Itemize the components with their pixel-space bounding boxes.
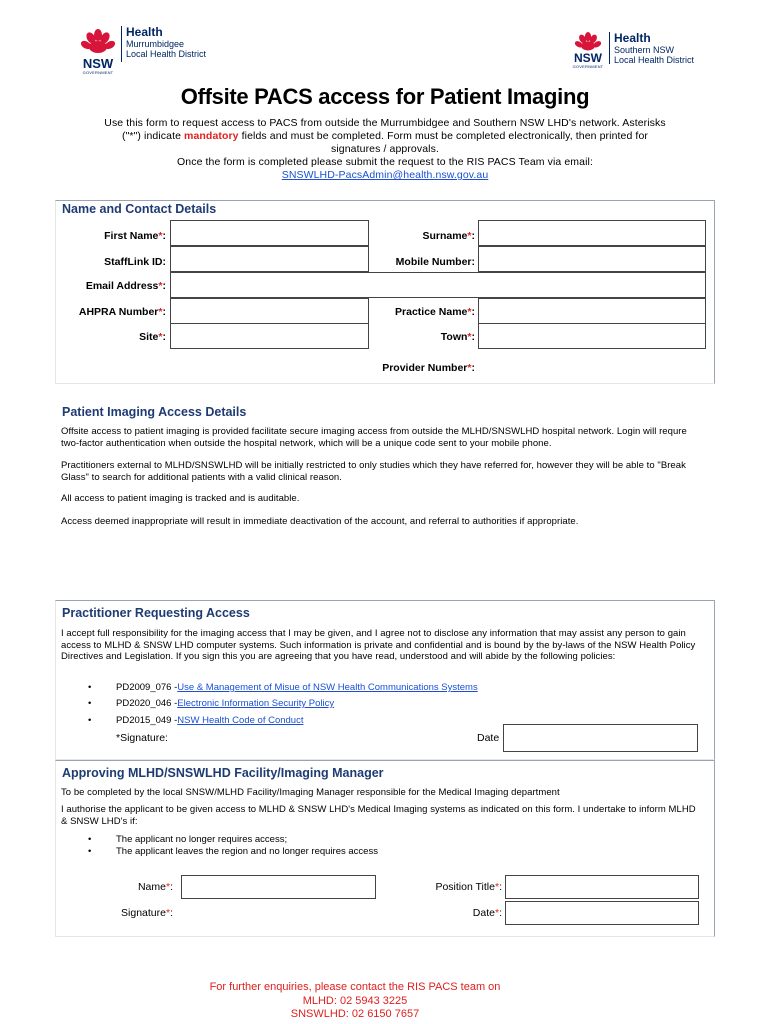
email-field[interactable] — [170, 272, 706, 298]
condition-text: The applicant leaves the region and no longer requires access — [116, 846, 378, 857]
label-text: First Name — [104, 230, 159, 242]
required-asterisk: * — [158, 280, 163, 292]
label-colon: : — [162, 280, 166, 292]
manager-date-label — [380, 907, 502, 919]
district-line-1: Murrumbidgee — [126, 39, 185, 49]
intro-text-part: ("*") indicate — [121, 130, 185, 142]
footer-mlhd-phone: MLHD: 02 5943 3225 — [302, 994, 408, 1007]
required-asterisk: * — [158, 331, 163, 343]
label-text: Town — [440, 331, 468, 343]
logo-divider — [121, 26, 122, 62]
intro-line-3: signatures / approvals. — [331, 143, 439, 155]
label-text: Practice Name — [395, 306, 468, 318]
mobile-field[interactable] — [478, 246, 706, 272]
manager-name-field[interactable] — [181, 875, 376, 899]
position-title-label — [380, 881, 502, 893]
practitioner-date-label: Date — [477, 732, 500, 744]
footer — [0, 981, 710, 1022]
waratah-icon — [572, 32, 604, 52]
required-asterisk: * — [467, 362, 472, 374]
intro-text — [40, 117, 730, 182]
government-wordmark: GOVERNMENT — [572, 64, 604, 69]
health-wordmark: Health — [126, 25, 163, 39]
required-asterisk: * — [158, 306, 163, 318]
district-line-2: Local Health District — [614, 55, 695, 65]
condition-item — [88, 834, 287, 845]
surname-field[interactable] — [478, 220, 706, 246]
access-paragraph-1: Offsite access to patient imaging is provided facilitate secure imaging access from outside the MLHD/SNSWLHD hospital network. Login will requre two-factor authentication when outside the hospital network, which will be a unique code sent to your mobile phone. — [61, 426, 687, 449]
manager-paragraph-1: To be completed by the local SNSW/MLHD Facility/Imaging Manager responsible for the Medical Imaging department — [61, 787, 560, 798]
access-paragraph-4: Access deemed inappropriate will result in immediate deactivation of the account, and referral to authorities if appropriate. — [61, 516, 579, 527]
label-colon: : — [471, 306, 475, 318]
manager-signature-label — [60, 907, 173, 919]
first-name-field[interactable] — [170, 220, 369, 246]
manager-date-field[interactable] — [505, 901, 699, 925]
label-colon: : — [499, 907, 502, 919]
provider-field[interactable] — [478, 353, 706, 379]
manager-heading: Approving MLHD/SNSWLHD Facility/Imaging Manager — [62, 766, 384, 780]
required-asterisk: * — [165, 881, 171, 893]
label-text: Provider Number — [382, 362, 468, 374]
required-asterisk: * — [467, 331, 472, 343]
label-colon: : — [170, 881, 173, 893]
nsw-wordmark: NSW — [82, 56, 114, 71]
practice-field[interactable] — [478, 298, 706, 324]
policy-code: PD2020_046 - — [116, 698, 178, 709]
label-colon: : — [471, 331, 475, 343]
district-line-1: Southern NSW — [614, 45, 675, 55]
policy-item — [88, 715, 303, 726]
intro-line-1: Use this form to request access to PACS from outside the Murrumbidgee and Southern NSW LHD's network. Asterisks — [104, 117, 666, 129]
condition-item — [88, 846, 378, 857]
access-paragraph-3: All access to patient imaging is tracked and is auditable. — [61, 493, 300, 504]
label-text: Signature — [121, 907, 166, 919]
stafflink-field[interactable] — [170, 246, 369, 272]
district-line-2: Local Health District — [126, 49, 207, 59]
bullet: • — [88, 698, 92, 709]
bullet: • — [88, 715, 92, 726]
policy-link[interactable]: NSW Health Code of Conduct — [177, 715, 304, 726]
policy-code: PD2015_049 - — [116, 715, 178, 726]
provider-label — [330, 362, 475, 374]
surname-label — [370, 230, 475, 242]
required-asterisk: * — [494, 881, 500, 893]
policy-link[interactable]: Electronic Information Security Policy — [177, 698, 335, 709]
intro-line-2 — [40, 130, 730, 143]
practitioner-signature-label: *Signature: — [116, 732, 168, 744]
contact-heading: Name and Contact Details — [62, 202, 217, 216]
site-label — [60, 331, 166, 343]
label-colon: : — [170, 907, 173, 919]
required-asterisk: * — [467, 230, 472, 242]
mlhd-logo — [79, 26, 206, 75]
bullet: • — [88, 834, 92, 845]
position-title-field[interactable] — [505, 875, 699, 899]
nsw-wordmark: NSW — [574, 51, 602, 65]
required-asterisk: * — [467, 306, 472, 318]
access-paragraph-2: Practitioners external to MLHD/SNSWLHD will be initially restricted to only studies which they have referred for, however they will be able to "Break Glass" to search for additional patients with a valid clinical reason. — [61, 460, 686, 483]
access-heading: Patient Imaging Access Details — [62, 405, 247, 419]
waratah-icon — [80, 26, 116, 58]
manager-name-label — [60, 881, 173, 893]
label-text: AHPRA Number — [78, 306, 159, 318]
required-asterisk: * — [158, 230, 163, 242]
page-title: Offsite PACS access for Patient Imaging — [180, 84, 590, 109]
town-label — [370, 331, 475, 343]
label-text: Date — [472, 907, 495, 919]
manager-paragraph-2: I authorise the applicant to be given access to MLHD & SNSW LHD's Medical Imaging systems as indicated on this form. I undertake to inform MLHD & SNSW LHD's if: — [61, 804, 696, 827]
label-colon: : — [499, 881, 502, 893]
policy-link[interactable]: Use & Management of Misue of NSW Health Communications Systems — [177, 682, 478, 693]
ahpra-field[interactable] — [170, 298, 369, 324]
footer-snswlhd-phone: SNSWLHD: 02 6150 7657 — [290, 1008, 420, 1020]
practitioner-date-field[interactable] — [503, 724, 698, 752]
site-field[interactable] — [170, 323, 369, 349]
policy-item — [88, 682, 478, 693]
label-text: Name — [137, 881, 166, 893]
bullet: • — [88, 682, 92, 693]
health-wordmark: Health — [614, 31, 651, 45]
town-field[interactable] — [478, 323, 706, 349]
label-text: Site — [139, 331, 159, 343]
stafflink-label: StaffLink ID: — [104, 256, 166, 268]
label-colon: : — [162, 306, 166, 318]
label-colon: : — [471, 362, 475, 374]
footer-line-1: For further enquiries, please contact the RIS PACS team on — [209, 981, 501, 993]
practitioner-heading: Practitioner Requesting Access — [62, 606, 250, 620]
mobile-label: Mobile Number: — [395, 256, 475, 268]
practice-label — [370, 306, 475, 318]
policy-code: PD2009_076 - — [116, 682, 178, 693]
email-label — [60, 280, 166, 292]
label-text: Surname — [422, 230, 468, 242]
required-asterisk: * — [494, 907, 500, 919]
label-colon: : — [162, 331, 166, 343]
intro-line-4: Once the form is completed please submit the request to the RIS PACS Team via email: — [177, 156, 593, 168]
intro-text-part: fields and must be completed. Form must be completed electronically, then printed for — [238, 130, 648, 142]
email-link[interactable]: SNSWLHD-PacsAdmin@health.nsw.gov.au — [281, 169, 489, 181]
required-asterisk: * — [165, 907, 171, 919]
policy-item — [88, 698, 334, 709]
first-name-label — [60, 230, 166, 242]
bullet: • — [88, 846, 92, 857]
label-text: Email Address — [85, 280, 159, 292]
mandatory-word: mandatory — [184, 130, 239, 142]
label-text: Position Title — [435, 881, 495, 893]
practitioner-paragraph: I accept full responsibility for the imaging access that I may be given, and I agree not to disclose any information that may assist any person to gain access to MLHD & SNSW LHD computer systems. Such information is private and confidential and is bound by the by-laws of the NSW Health Policy Directives and Legislation. If you sign this you are agreeing that you have read, understood and will abide by the following policies: — [61, 628, 696, 662]
government-wordmark: GOVERNMENT — [82, 70, 114, 75]
label-colon: : — [471, 230, 475, 242]
snswlhd-logo — [571, 32, 694, 69]
ahpra-label — [60, 306, 166, 318]
logo-divider — [609, 32, 610, 64]
condition-text: The applicant no longer requires access; — [116, 834, 288, 845]
label-colon: : — [162, 230, 166, 242]
